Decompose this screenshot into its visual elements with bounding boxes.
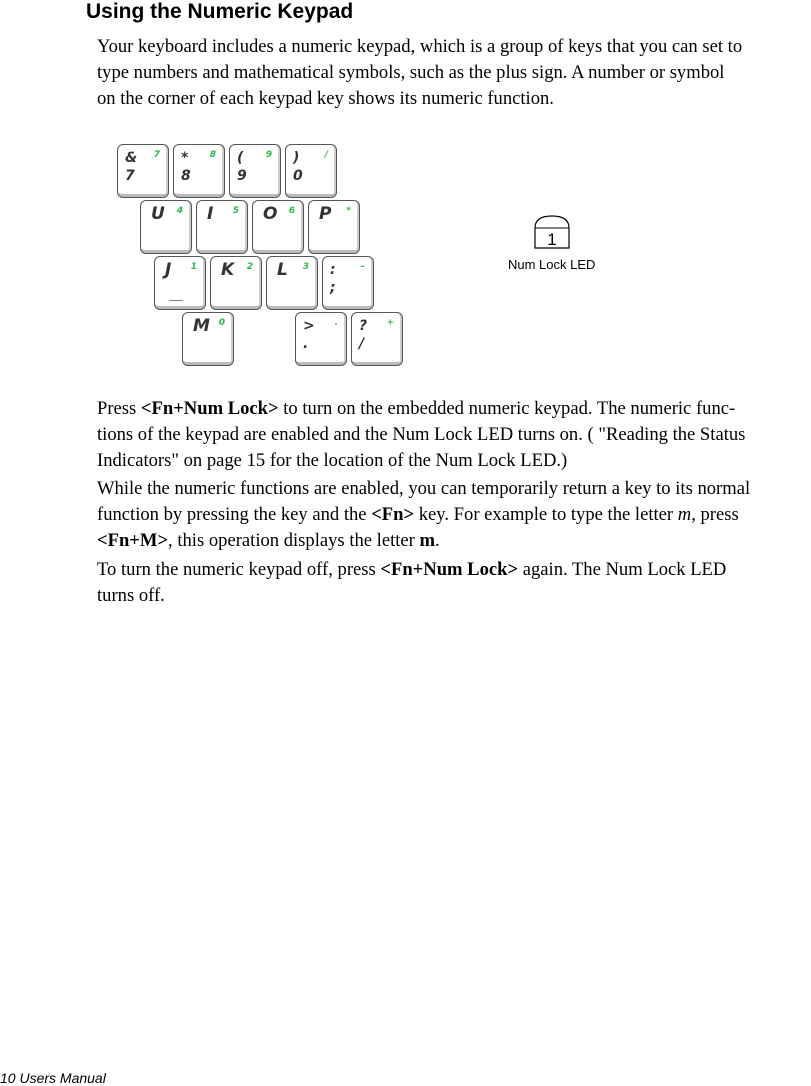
key-combo: <Fn>	[371, 504, 415, 525]
key-letter: M	[193, 316, 210, 336]
keypad-key	[182, 312, 234, 366]
keypad-illustration	[112, 140, 412, 370]
key-numeric-label: 8	[209, 150, 216, 160]
key-numeric-label: –	[360, 262, 365, 272]
key-main-symbol: 8	[181, 168, 191, 184]
key-letter: P	[319, 204, 332, 224]
keypad-key	[173, 144, 225, 198]
key-letter: J	[165, 260, 172, 280]
key-numeric-label: 0	[218, 318, 225, 328]
keypad-key	[196, 200, 248, 254]
intro-line: Your keyboard includes a numeric keypad, which is a group of keys that you can set to	[97, 36, 743, 57]
keypad-key	[322, 256, 374, 310]
off-text: again. The Num Lock LED	[518, 559, 727, 580]
while-text: key. For example to type the letter	[414, 504, 678, 525]
while-text: , press	[691, 504, 739, 525]
key-letter: U	[151, 204, 165, 224]
key-main-symbol: 0	[293, 168, 303, 184]
key-shift-symbol: (	[237, 150, 244, 166]
while-text: .	[435, 530, 440, 551]
press-line: Indicators" on page 15 for the location of the Num Lock LED.)	[97, 450, 568, 471]
press-line	[97, 396, 811, 422]
example-letter-bold: m	[419, 530, 436, 551]
section-heading: Using the Numeric Keypad	[86, 0, 354, 23]
keypad-key	[295, 312, 347, 366]
key-combo: <Fn+M>	[97, 530, 169, 551]
key-home-bump	[169, 300, 183, 301]
key-numeric-label: 2	[246, 262, 253, 272]
key-combo: <Fn+Num Lock>	[380, 559, 519, 580]
key-numeric-label: 3	[302, 262, 309, 272]
key-numeric-label: .	[334, 318, 338, 328]
intro-line: type numbers and mathematical symbols, such as the plus sign. A number or symbol	[97, 62, 725, 83]
key-numeric-label: +	[386, 318, 394, 328]
key-main-symbol: ;	[330, 280, 336, 296]
key-letter: O	[263, 204, 278, 224]
keypad-key	[285, 144, 337, 198]
keypad-key	[266, 256, 318, 310]
keypad-key	[210, 256, 262, 310]
key-numeric-label: 9	[265, 150, 272, 160]
key-shift-symbol: >	[303, 318, 315, 334]
key-shift-symbol: :	[330, 262, 336, 278]
intro-paragraph	[97, 34, 811, 112]
keypad-key	[351, 312, 403, 366]
num-lock-led-glyph: 1	[547, 230, 557, 249]
press-line: tions of the keypad are enabled and the Num Lock LED turns on. ( "Reading the Status	[97, 424, 746, 445]
example-letter: m	[677, 504, 692, 525]
key-numeric-label: /	[324, 150, 328, 160]
while-paragraph	[97, 476, 811, 554]
key-shift-symbol: &	[125, 150, 138, 166]
key-numeric-label: 5	[232, 206, 239, 216]
key-combo: <Fn+Num Lock>	[140, 398, 279, 419]
while-line	[97, 528, 811, 554]
num-lock-led-icon	[532, 214, 572, 250]
key-main-symbol: .	[303, 336, 309, 352]
key-main-symbol: 9	[237, 168, 247, 184]
key-letter: L	[277, 260, 288, 280]
press-paragraph	[97, 396, 811, 474]
off-line: turns off.	[97, 585, 165, 606]
while-line: While the numeric functions are enabled, you can temporarily return a key to its normal	[97, 478, 751, 499]
keypad-key	[140, 200, 192, 254]
off-text: To turn the numeric keypad off, press	[97, 559, 381, 580]
key-main-symbol: 7	[125, 168, 135, 184]
keypad-key	[117, 144, 169, 198]
while-line	[97, 502, 811, 528]
intro-line: on the corner of each keypad key shows its numeric function.	[97, 88, 554, 109]
while-text: , this operation displays the letter	[168, 530, 420, 551]
keypad-key	[229, 144, 281, 198]
key-numeric-label: 6	[288, 206, 295, 216]
press-text: Press	[97, 398, 141, 419]
while-text: function by pressing the key and the	[97, 504, 372, 525]
keypad-key	[154, 256, 206, 310]
keypad-key	[308, 200, 360, 254]
num-lock-led-label: Num Lock LED	[508, 257, 596, 272]
key-numeric-label: *	[346, 206, 351, 216]
page-footer: 10 Users Manual	[0, 1070, 106, 1086]
key-letter: I	[207, 204, 214, 224]
press-text: to turn on the embedded numeric keypad. The numeric func-	[278, 398, 736, 419]
key-numeric-label: 4	[176, 206, 183, 216]
key-shift-symbol: )	[293, 150, 300, 166]
key-numeric-label: 7	[153, 150, 160, 160]
off-line	[97, 557, 811, 583]
key-numeric-label: 1	[190, 262, 197, 272]
key-main-symbol: /	[359, 336, 365, 352]
key-shift-symbol: ?	[359, 318, 368, 334]
off-paragraph	[97, 557, 811, 609]
key-shift-symbol: *	[181, 150, 189, 166]
keypad-key	[252, 200, 304, 254]
key-letter: K	[221, 260, 235, 280]
